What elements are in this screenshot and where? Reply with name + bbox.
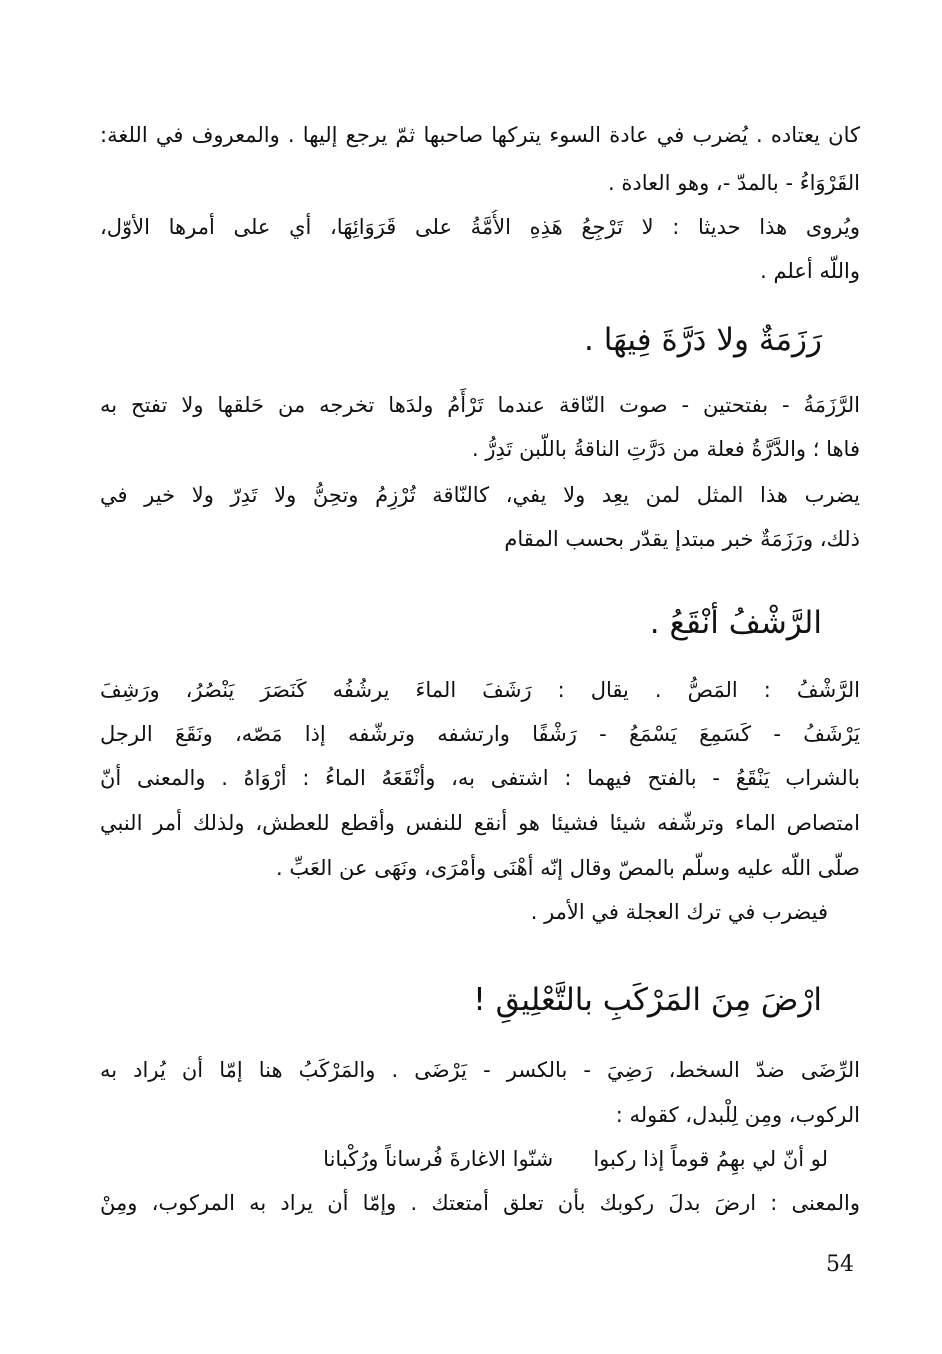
entry-line: بالشراب يَنْقَعُ - بالفتح فيهما : اشتفى به، وأنْقَعَهُ الماءُ : أرْوَاهُ . والمعنى أنّ	[100, 766, 860, 790]
intro-line: القَرْوَاءُ - بالمدّ -، وهو العادة .	[608, 171, 860, 195]
proverb-heading: الرَّشْفُ أنْقَعُ .	[649, 605, 822, 641]
entry-line: ذلك، ورَزَمَةٌ خبر مبتدإ يقدّر بحسب المقام	[504, 527, 860, 551]
proverb-heading: رَزَمَةٌ ولا دَرَّةَ فِيهَا .	[583, 322, 822, 358]
entry-line: الرَّشْفُ : المَصُّ . يقال : رَشَفَ الماءَ يرشُفُه كَنَصَرَ يَنْصُرُ، ورَشِفَ	[100, 678, 860, 702]
entry-line: والمعنى : ارضَ بدلَ ركوبك بأن تعلق أمتعتك . وإمّا أن يراد به المركوب، ومِنْ	[100, 1191, 860, 1215]
entry-line: يَرْشَفُ - كَسَمِعَ يَسْمَعُ - رَشْفًا وارتشفه وترشّفه إذا مَصّه، ونَقَعَ الرجل	[100, 722, 860, 746]
proverb-heading: ارْضَ مِنَ المَرْكَبِ بالتَّعْلِيقِ !	[473, 982, 822, 1018]
intro-line: ويُروى هذا حديثا : لا تَرْجِعُ هَذِهِ الأُمَّةُ على قَرَوَائِهَا، أي على أمرها الأوّل،	[100, 215, 860, 239]
entry-line: امتصاص الماء وترشّفه شيئا فشيئا هو أنقع للنفس وأقطع للعطش، ولذلك أمر النبي	[100, 811, 860, 835]
entry-line: فاها ؛ والدَّرَّةُ فعلة من دَرَّتِ الناقةُ باللّبن تَدِرُّ .	[472, 437, 860, 461]
entry-line: الرِّضَى ضدّ السخط، رَضِيَ - بالكسر - يَرْضَى . والمَرْكَبُ هنا إمّا أن يُراد به	[100, 1058, 860, 1082]
poetry-verse: لو أنّ لي بهِمُ قوماً إذا ركبوا شنّوا الاغارةَ فُرساناً ورُكْبانا	[323, 1147, 828, 1171]
page-number: 54	[826, 1252, 854, 1277]
intro-line: واللّه أعلم .	[760, 259, 860, 283]
entry-line: الرَّزَمَةُ - بفتحتين - صوت النّاقة عندما تَرْأَمُ ولدَها تخرجه من حَلقها ولا تفتح به	[100, 393, 860, 417]
intro-line: كان يعتاده . يُضرب في عادة السوء يتركها صاحبها ثمّ يرجع إليها . والمعروف في اللغة:	[100, 123, 860, 147]
entry-line: فيضرب في ترك العجلة في الأمر .	[530, 900, 828, 924]
entry-line: صلّى اللّه عليه وسلّم بالمصّ وقال إنّه أهْنَى وأمْرَى، ونَهَى عن العَبِّ .	[276, 856, 860, 880]
entry-line: يضرب هذا المثل لمن يعِد ولا يفي، كالنّاقة تُرْزِمُ وتحِنُّ ولا تَدِرّ ولا خير في	[100, 483, 860, 507]
entry-line: الركوب، ومِن لِلْبدل، كقوله :	[615, 1103, 860, 1127]
